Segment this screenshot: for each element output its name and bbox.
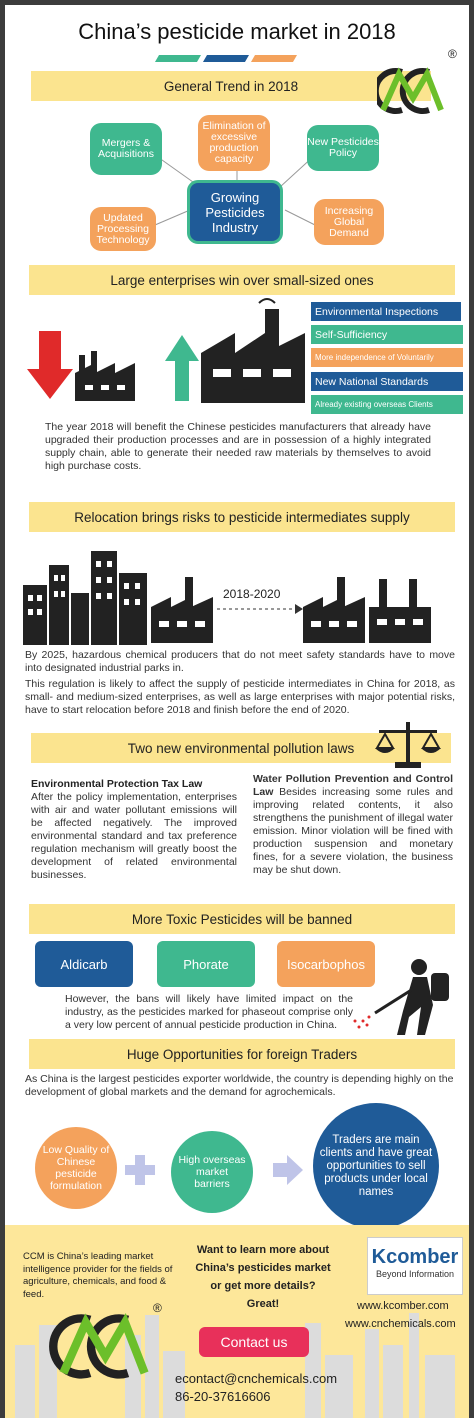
footer-about: CCM is China’s leading market intelligence provider for the fields of agriculture, chemicals, and food & feed. — [23, 1251, 173, 1300]
plus-icon — [125, 1155, 155, 1185]
ccm-logo-icon — [377, 60, 447, 120]
footer-web2[interactable]: www.cnchemicals.com — [345, 1318, 456, 1330]
tag-national-standards: New National Standards — [311, 372, 463, 391]
tag-overseas-clients: Already existing overseas Clients — [311, 395, 463, 414]
trend-global-demand: Increasing Global Demand — [314, 199, 384, 245]
down-arrow-icon — [27, 331, 73, 401]
relocation-years: 2018-2020 — [223, 587, 281, 601]
section3-heading: Relocation brings risks to pesticide intermediates supply — [29, 502, 455, 532]
section4-heading: Two new environmental pollution laws — [31, 733, 451, 763]
footer-phone: 86-20-37616606 — [175, 1389, 271, 1404]
kcomber-name: Kcomber — [371, 1246, 459, 1268]
up-arrow-icon — [165, 335, 199, 401]
arrow-right-icon — [273, 1155, 303, 1185]
section3-p2: This regulation is likely to affect the supply of pesticide intermediates in China for 2018, as small- and medium-sized enterprises, as well as large enterprises with major potential risks, have to start relocation before 2018 and finish before the end of 2020. — [25, 678, 455, 716]
old-factory-icon — [151, 577, 215, 643]
trend-center: Growing Pesticides Industry — [187, 180, 283, 244]
footer-cta: Want to learn more about China’s pesticides market or get more details? Great! — [195, 1244, 331, 1310]
tag-environmental-inspections: Environmental Inspections — [311, 302, 461, 321]
law1-text: After the policy implementation, enterprises with air and water pollutant emissions will be affected negatively. The improved environmental standard and tax preference regulation mechanism will greatly boost the development of related environmental businesses. — [31, 791, 237, 881]
section2-heading: Large enterprises win over small-sized ones — [29, 265, 455, 295]
banned-phorate: Phorate — [157, 941, 255, 987]
small-factory-icon — [75, 345, 137, 401]
scales-of-justice-icon — [375, 718, 441, 770]
relocation-arrow-icon — [215, 601, 305, 617]
kcomber-logo[interactable] — [367, 1237, 463, 1295]
section2-paragraph: The year 2018 will benefit the Chinese pesticides manufacturers that already have upgraded their production processes and are in possession of a highly integrated supply chain, able to generate their needed raw materials by themselves to avoid high purchase costs. — [45, 421, 431, 472]
footer-registered-mark: ® — [153, 1301, 162, 1315]
title-stripe-green — [155, 55, 201, 62]
banned-isocarbophos: Isocarbophos — [277, 941, 375, 987]
opportunity-traders: Traders are main clients and have great opportunities to sell products under local names — [313, 1103, 439, 1229]
trend-mergers: Mergers & Acquisitions — [90, 123, 162, 175]
contact-us-button[interactable]: Contact us — [199, 1327, 309, 1357]
trend-updated-tech: Updated Processing Technology — [90, 207, 156, 251]
title-stripe-blue — [203, 55, 249, 62]
opportunity-low-quality: Low Quality of Chinese pesticide formulation — [35, 1127, 117, 1209]
footer-ccm-logo-icon — [49, 1303, 159, 1387]
law2-text: Besides increasing some rules and improving related contents, it also strengthens the punishment of illegal water emission. Minor violation will be fined with production suspension and monetary fines, for a severe violation, the business may be shut down. — [253, 786, 453, 876]
section1-heading: General Trend in 2018 — [31, 71, 431, 101]
opportunity-market-barriers: High overseas market barriers — [171, 1131, 253, 1213]
trend-new-policy: New Pesticides Policy — [307, 125, 379, 171]
trend-elimination: Elimination of excessive production capacity — [198, 115, 270, 171]
new-factory-icon-1 — [303, 577, 367, 643]
kcomber-tagline: Beyond Information — [375, 1269, 455, 1279]
banned-aldicarb: Aldicarb — [35, 941, 133, 987]
tag-independence: More independence of Voluntarily — [311, 348, 463, 367]
section6-heading: Huge Opportunities for foreign Traders — [29, 1039, 455, 1069]
title-stripe-orange — [251, 55, 297, 62]
section6-paragraph: As China is the largest pesticides exporter worldwide, the country is depending highly on the development of global markets and the demand for agrochemicals. — [25, 1073, 454, 1098]
large-factory-icon — [201, 295, 307, 403]
section5-heading: More Toxic Pesticides will be banned — [29, 904, 455, 934]
section3-p1: By 2025, hazardous chemical producers that do not meet safety standards have to move into designated industrial parks in. — [25, 649, 455, 674]
city-buildings-icon — [23, 545, 153, 645]
law1-title: Environmental Protection Tax Law — [31, 778, 203, 790]
tag-self-sufficiency: Self-Sufficiency — [311, 325, 463, 344]
new-factory-icon-2 — [369, 575, 433, 643]
section5-paragraph: However, the bans will likely have limited impact on the industry, as the pesticides marked for phaseout comprise only a very low percent of annual pesticide production in China. — [65, 993, 353, 1031]
registered-mark: ® — [448, 47, 457, 61]
law2-block — [253, 773, 453, 877]
page-title: China’s pesticide market in 2018 — [78, 19, 396, 44]
law2-title: Water Pollution Prevention and Control Law — [253, 773, 453, 798]
footer-web1[interactable]: www.kcomber.com — [357, 1300, 449, 1312]
pesticide-sprayer-icon — [347, 955, 457, 1037]
footer-email[interactable]: econtact@cnchemicals.com — [175, 1371, 338, 1386]
